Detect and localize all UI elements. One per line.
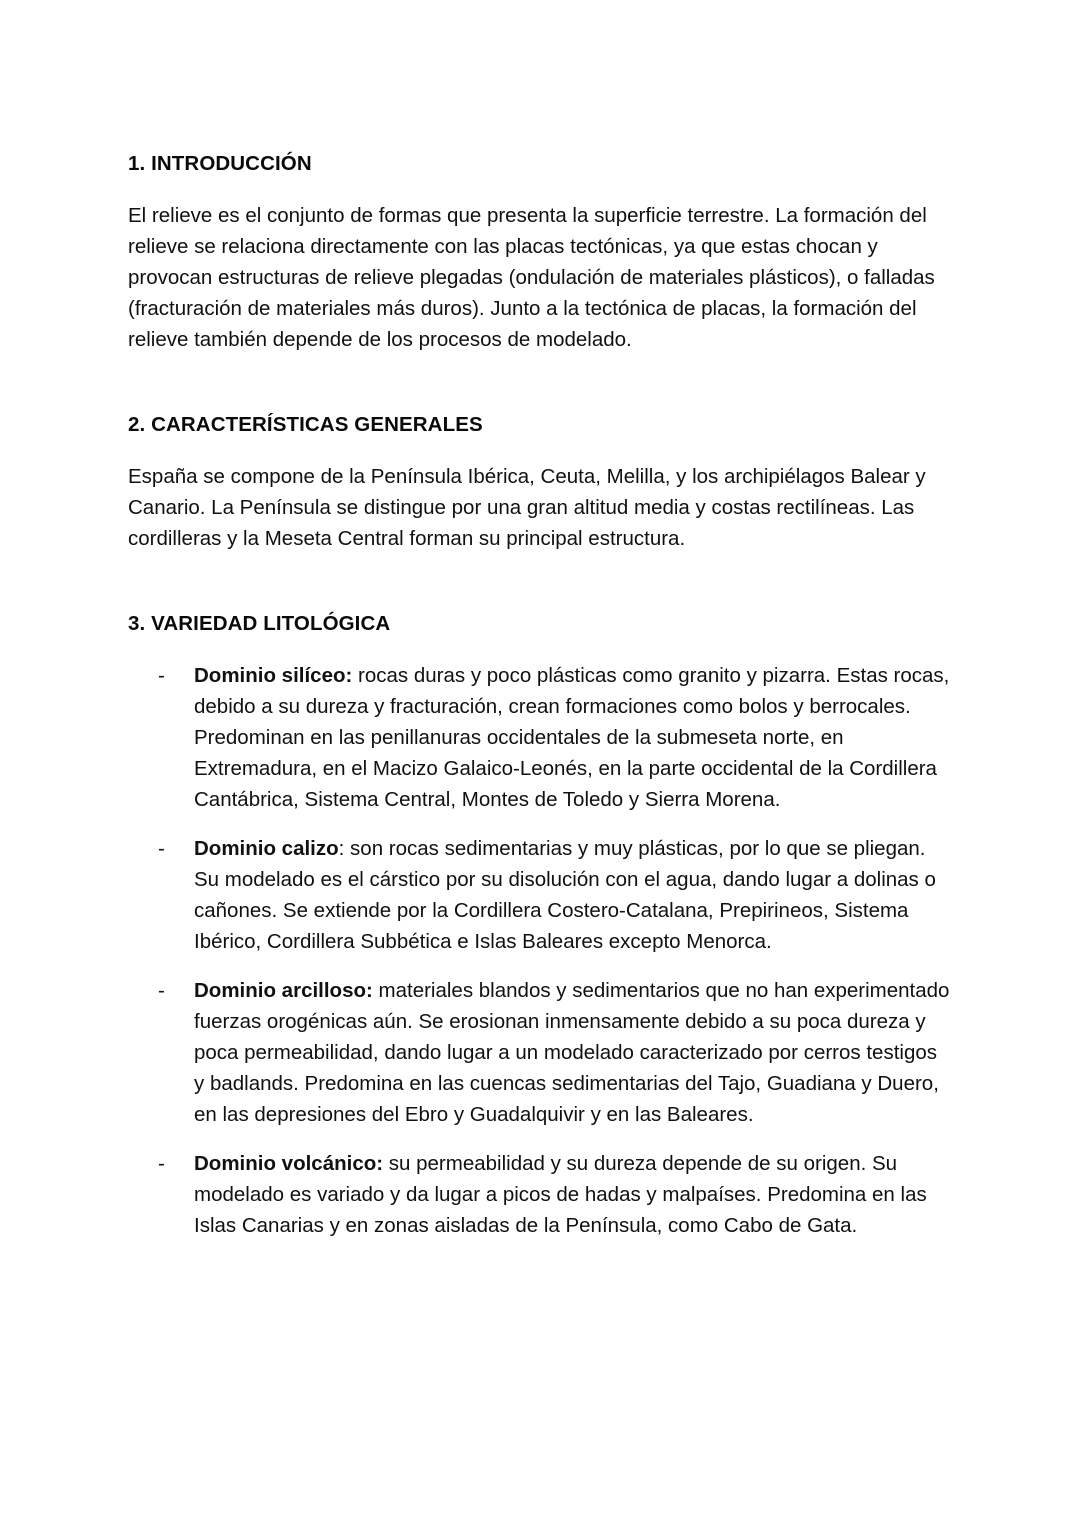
list-item-label: Dominio volcánico: xyxy=(194,1152,384,1175)
list-marker-dash-icon: - xyxy=(158,979,165,1002)
list-marker-dash-icon: - xyxy=(158,837,165,860)
list-item xyxy=(128,1148,950,1241)
list-item-label: Dominio silíceo: xyxy=(194,664,353,687)
list-item-text: su permeabilidad y su dureza depende de su origen. Su modelado es variado y da lugar a picos de hadas y malpaíses. Predomina en las Islas Canarias y en zonas aisladas de la Península, como Cabo de Gata. xyxy=(194,1152,927,1237)
list-item-text: : son rocas sedimentarias y muy plásticas, por lo que se pliegan. Su modelado es el cárstico por su disolución con el agua, dando lugar a dolinas o cañones. Se extiende por la Cordillera Costero-Catalana, Prepirineos, Sistema Ibérico, Cordillera Subbética e Islas Baleares excepto Menorca. xyxy=(194,837,936,953)
spacer xyxy=(128,355,950,411)
list-item xyxy=(128,833,950,957)
list-item-label: Dominio arcilloso: xyxy=(194,979,373,1002)
list-item-text: rocas duras y poco plásticas como granito y pizarra. Estas rocas, debido a su dureza y fracturación, crean formaciones como bolos y berrocales. Predominan en las penillanuras occidentales de la submeseta norte, en Extremadura, en el Macizo Galaico-Leonés, en la parte occidental de la Cordillera Cantábrica, Sistema Central, Montes de Toledo y Sierra Morena. xyxy=(194,664,950,811)
list-marker-dash-icon: - xyxy=(158,664,165,687)
list-item xyxy=(128,660,950,815)
list-item-label: Dominio calizo xyxy=(194,837,339,860)
litologia-list xyxy=(128,660,950,1241)
spacer xyxy=(128,178,950,200)
section-paragraph-caracteristicas-generales: España se compone de la Península Ibérica, Ceuta, Melilla, y los archipiélagos Balear y Canario. La Península se distingue por una gran altitud media y costas rectilíneas. Las cordilleras y la Meseta Central forman su principal estructura. xyxy=(128,465,926,550)
spacer xyxy=(128,439,950,461)
list-marker-dash-icon: - xyxy=(158,1152,165,1175)
section-heading-caracteristicas-generales: 2. CARACTERÍSTICAS GENERALES xyxy=(128,413,483,436)
section-heading-variedad-litologica: 3. VARIEDAD LITOLÓGICA xyxy=(128,612,391,635)
spacer xyxy=(128,638,950,660)
section-heading-introduccion: 1. INTRODUCCIÓN xyxy=(128,152,312,175)
list-item xyxy=(128,975,950,1130)
section-paragraph-introduccion: El relieve es el conjunto de formas que presenta la superficie terrestre. La formación del relieve se relaciona directamente con las placas tectónicas, ya que estas chocan y provocan estructuras de relieve plegadas (ondulación de materiales plásticos), o falladas (fracturación de materiales más duros). Junto a la tectónica de placas, la formación del relieve también depende de los procesos de modelado. xyxy=(128,204,935,351)
document-body xyxy=(128,150,950,1241)
list-item-text: materiales blandos y sedimentarios que no han experimentado fuerzas orogénicas aún. Se erosionan inmensamente debido a su poca dureza y poca permeabilidad, dando lugar a un modelado caracterizado por cerros testigos y badlands. Predomina en las cuencas sedimentarias del Tajo, Guadiana y Duero, en las depresiones del Ebro y Guadalquivir y en las Baleares. xyxy=(194,979,950,1126)
spacer xyxy=(128,554,950,610)
